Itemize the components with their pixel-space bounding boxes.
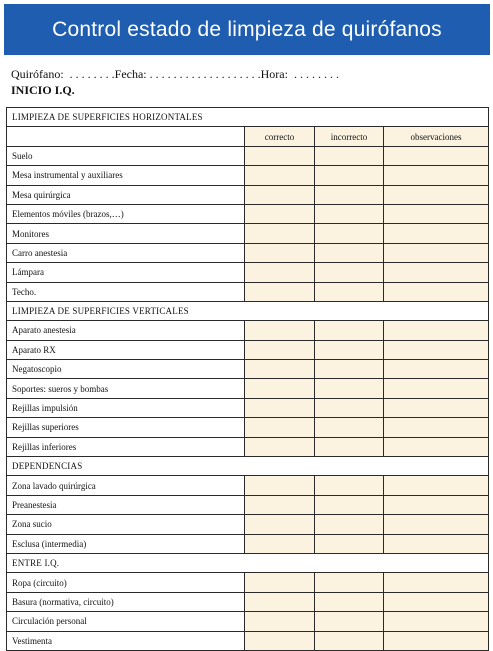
incorrecto-cell[interactable] bbox=[315, 321, 384, 340]
item-label: Monitores bbox=[7, 224, 245, 243]
correcto-cell[interactable] bbox=[245, 360, 315, 379]
checklist-row bbox=[7, 360, 489, 379]
item-label: Esclusa (intermedia) bbox=[7, 534, 245, 553]
observaciones-cell[interactable] bbox=[384, 185, 489, 204]
category-row bbox=[7, 301, 489, 320]
observaciones-cell[interactable] bbox=[384, 360, 489, 379]
incorrecto-cell[interactable] bbox=[315, 379, 384, 398]
correcto-cell[interactable] bbox=[245, 418, 315, 437]
checklist-row bbox=[7, 534, 489, 553]
incorrecto-cell[interactable] bbox=[315, 476, 384, 495]
observaciones-cell[interactable] bbox=[384, 243, 489, 262]
item-label: Aparato RX bbox=[7, 340, 245, 359]
item-label: Rejillas impulsión bbox=[7, 398, 245, 417]
observaciones-cell[interactable] bbox=[384, 204, 489, 223]
observaciones-cell[interactable] bbox=[384, 263, 489, 282]
correcto-cell[interactable] bbox=[245, 631, 315, 650]
category-title: ENTRE I.Q. bbox=[7, 553, 489, 572]
checklist-row bbox=[7, 631, 489, 650]
checklist-row bbox=[7, 146, 489, 165]
item-label: Rejillas superiores bbox=[7, 418, 245, 437]
item-label: Mesa instrumental y auxiliares bbox=[7, 166, 245, 185]
incorrecto-cell[interactable] bbox=[315, 146, 384, 165]
correcto-cell[interactable] bbox=[245, 398, 315, 417]
checklist-row bbox=[7, 224, 489, 243]
observaciones-cell[interactable] bbox=[384, 437, 489, 456]
incorrecto-cell[interactable] bbox=[315, 243, 384, 262]
category-row bbox=[7, 553, 489, 572]
page-title: Control estado de limpieza de quirófanos bbox=[52, 17, 442, 41]
correcto-cell[interactable] bbox=[245, 166, 315, 185]
item-label: Elementos móviles (brazos,…) bbox=[7, 204, 245, 223]
checklist-row bbox=[7, 573, 489, 592]
incorrecto-cell[interactable] bbox=[315, 418, 384, 437]
cleaning-checklist-table bbox=[6, 107, 489, 651]
observaciones-cell[interactable] bbox=[384, 612, 489, 631]
item-label: Negatoscopio bbox=[7, 360, 245, 379]
checklist-row bbox=[7, 495, 489, 514]
incorrecto-cell[interactable] bbox=[315, 534, 384, 553]
observaciones-cell[interactable] bbox=[384, 282, 489, 301]
observaciones-cell[interactable] bbox=[384, 224, 489, 243]
checklist-row bbox=[7, 340, 489, 359]
observaciones-cell[interactable] bbox=[384, 418, 489, 437]
observaciones-cell[interactable] bbox=[384, 379, 489, 398]
column-header: incorrecto bbox=[315, 127, 384, 146]
item-label: Zona lavado quirúrgica bbox=[7, 476, 245, 495]
checklist-row bbox=[7, 243, 489, 262]
category-row bbox=[7, 108, 489, 127]
incorrecto-cell[interactable] bbox=[315, 204, 384, 223]
correcto-cell[interactable] bbox=[245, 146, 315, 165]
incorrecto-cell[interactable] bbox=[315, 592, 384, 611]
item-label: Basura (normativa, circuito) bbox=[7, 592, 245, 611]
observaciones-cell[interactable] bbox=[384, 631, 489, 650]
checklist-row bbox=[7, 592, 489, 611]
observaciones-cell[interactable] bbox=[384, 592, 489, 611]
incorrecto-cell[interactable] bbox=[315, 340, 384, 359]
column-header-row bbox=[7, 127, 489, 146]
category-title: LIMPIEZA DE SUPERFICIES VERTICALES bbox=[7, 301, 489, 320]
checklist-row bbox=[7, 282, 489, 301]
item-label: Lámpara bbox=[7, 263, 245, 282]
correcto-cell[interactable] bbox=[245, 243, 315, 262]
title-banner bbox=[4, 4, 490, 55]
observaciones-cell[interactable] bbox=[384, 573, 489, 592]
item-label: Ropa (circuito) bbox=[7, 573, 245, 592]
incorrecto-cell[interactable] bbox=[315, 437, 384, 456]
item-label: Suelo bbox=[7, 146, 245, 165]
checklist-row bbox=[7, 379, 489, 398]
category-title: DEPENDENCIAS bbox=[7, 457, 489, 476]
checklist-row bbox=[7, 515, 489, 534]
observaciones-cell[interactable] bbox=[384, 398, 489, 417]
incorrecto-cell[interactable] bbox=[315, 185, 384, 204]
item-label: Soportes: sueros y bombas bbox=[7, 379, 245, 398]
correcto-cell[interactable] bbox=[245, 534, 315, 553]
observaciones-cell[interactable] bbox=[384, 166, 489, 185]
column-header-blank bbox=[7, 127, 245, 146]
checklist-row bbox=[7, 321, 489, 340]
item-label: Circulación personal bbox=[7, 612, 245, 631]
incorrecto-cell[interactable] bbox=[315, 224, 384, 243]
correcto-cell[interactable] bbox=[245, 476, 315, 495]
correcto-cell[interactable] bbox=[245, 185, 315, 204]
incorrecto-cell[interactable] bbox=[315, 282, 384, 301]
correcto-cell[interactable] bbox=[245, 379, 315, 398]
observaciones-cell[interactable] bbox=[384, 321, 489, 340]
item-label: Aparato anestesia bbox=[7, 321, 245, 340]
incorrecto-cell[interactable] bbox=[315, 166, 384, 185]
incorrecto-cell[interactable] bbox=[315, 398, 384, 417]
category-title: LIMPIEZA DE SUPERFICIES HORIZONTALES bbox=[7, 108, 489, 127]
incorrecto-cell[interactable] bbox=[315, 360, 384, 379]
observaciones-cell[interactable] bbox=[384, 534, 489, 553]
item-label: Preanestesia bbox=[7, 495, 245, 514]
correcto-cell[interactable] bbox=[245, 592, 315, 611]
observaciones-cell[interactable] bbox=[384, 146, 489, 165]
correcto-cell[interactable] bbox=[245, 204, 315, 223]
observaciones-cell[interactable] bbox=[384, 340, 489, 359]
checklist-row bbox=[7, 185, 489, 204]
category-row bbox=[7, 457, 489, 476]
incorrecto-cell[interactable] bbox=[315, 515, 384, 534]
header-fields: Quirófano: . . . . . . . .Fecha: . . . . . . . . . . . . . . . . . . .Hora: . . . . . . . . bbox=[11, 67, 339, 81]
observaciones-cell[interactable] bbox=[384, 515, 489, 534]
incorrecto-cell[interactable] bbox=[315, 495, 384, 514]
incorrecto-cell[interactable] bbox=[315, 573, 384, 592]
checklist-row bbox=[7, 418, 489, 437]
section-label: INICIO I.Q. bbox=[11, 83, 75, 97]
correcto-cell[interactable] bbox=[245, 282, 315, 301]
incorrecto-cell[interactable] bbox=[315, 612, 384, 631]
observaciones-cell[interactable] bbox=[384, 495, 489, 514]
incorrecto-cell[interactable] bbox=[315, 263, 384, 282]
item-label: Mesa quirúrgica bbox=[7, 185, 245, 204]
checklist-row bbox=[7, 166, 489, 185]
item-label: Carro anestesia bbox=[7, 243, 245, 262]
correcto-cell[interactable] bbox=[245, 263, 315, 282]
item-label: Vestimenta bbox=[7, 631, 245, 650]
column-header: observaciones bbox=[384, 127, 489, 146]
observaciones-cell[interactable] bbox=[384, 476, 489, 495]
checklist-row bbox=[7, 476, 489, 495]
checklist-row bbox=[7, 398, 489, 417]
correcto-cell[interactable] bbox=[245, 515, 315, 534]
correcto-cell[interactable] bbox=[245, 495, 315, 514]
correcto-cell[interactable] bbox=[245, 321, 315, 340]
checklist-row bbox=[7, 437, 489, 456]
item-label: Zona sucio bbox=[7, 515, 245, 534]
item-label: Rejillas inferiores bbox=[7, 437, 245, 456]
correcto-cell[interactable] bbox=[245, 437, 315, 456]
correcto-cell[interactable] bbox=[245, 573, 315, 592]
correcto-cell[interactable] bbox=[245, 612, 315, 631]
correcto-cell[interactable] bbox=[245, 340, 315, 359]
checklist-row bbox=[7, 263, 489, 282]
checklist-row bbox=[7, 612, 489, 631]
item-label: Techo. bbox=[7, 282, 245, 301]
incorrecto-cell[interactable] bbox=[315, 631, 384, 650]
correcto-cell[interactable] bbox=[245, 224, 315, 243]
column-header: correcto bbox=[245, 127, 315, 146]
checklist-row bbox=[7, 204, 489, 223]
